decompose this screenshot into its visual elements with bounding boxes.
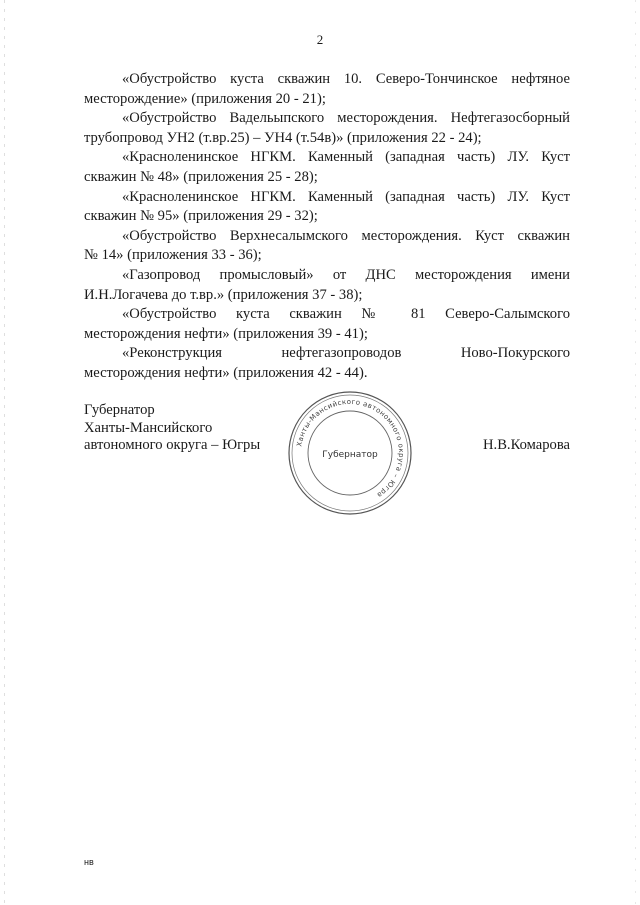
list-item bbox=[84, 148, 570, 187]
list-item-line: «Красноленинское НГКМ. Каменный (западная часть) ЛУ. Куст bbox=[122, 149, 570, 166]
list-item bbox=[84, 70, 570, 109]
signatory-title bbox=[84, 402, 260, 455]
signatory-title-line: Ханты-Мансийского bbox=[84, 419, 213, 436]
scan-edge-right bbox=[635, 0, 636, 905]
list-item-line: месторождения нефти» (приложения 42 - 44). bbox=[84, 364, 368, 381]
signatory-title-line: автономного округа – Югры bbox=[84, 437, 261, 454]
signatory-name: Н.В.Комарова bbox=[483, 437, 570, 453]
list-item bbox=[84, 266, 570, 305]
list-item-line: «Красноленинское НГКМ. Каменный (западная часть) ЛУ. Куст bbox=[122, 188, 570, 205]
document-code: нв bbox=[84, 857, 94, 867]
list-item-line: «Обустройство куста скважин № 81 Северо-Салымского bbox=[122, 306, 570, 323]
seal-ring-text: Ханты-Мансийского автономного округа – Югра bbox=[295, 397, 406, 500]
list-item bbox=[84, 227, 570, 266]
signatory-title-line: Губернатор bbox=[84, 402, 155, 418]
svg-text:Ханты-Мансийского автономного bbox=[295, 398, 405, 499]
list-item-line: скважин № 95» (приложения 29 - 32); bbox=[84, 208, 318, 225]
list-item-line: № 14» (приложения 33 - 36); bbox=[84, 247, 262, 264]
list-item-line: скважин № 48» (приложения 25 - 28); bbox=[84, 168, 318, 185]
scan-edge-left bbox=[4, 0, 5, 905]
list-item-line: трубопровод УН2 (т.вр.25) – УН4 (т.54в)» (приложения 22 - 24); bbox=[84, 129, 482, 146]
list-item bbox=[84, 344, 570, 383]
list-item-line: «Реконструкция нефтегазопроводов Ново-Покурского bbox=[122, 345, 570, 362]
list-item-line: «Обустройство Вадельыпского месторождения. Нефтегазосборный bbox=[122, 110, 570, 127]
list-item-line: «Обустройство куста скважин 10. Северо-Тончинское нефтяное bbox=[122, 71, 570, 87]
list-item-line: месторождения нефти» (приложения 39 - 41); bbox=[84, 325, 368, 342]
signature-block bbox=[84, 397, 570, 522]
page-number: 2 bbox=[316, 32, 324, 47]
official-seal bbox=[287, 390, 413, 516]
list-item-line: месторождение» (приложения 20 - 21); bbox=[84, 90, 326, 107]
document-body bbox=[84, 70, 570, 384]
list-item-line: И.Н.Логачева до т.вр.» (приложения 37 - 38); bbox=[84, 286, 363, 303]
list-item bbox=[84, 188, 570, 227]
list-item bbox=[84, 109, 570, 148]
list-item bbox=[84, 305, 570, 344]
list-item-line: «Газопровод промысловый» от ДНС месторождения имени bbox=[122, 266, 570, 283]
seal-center-text: Губернатор bbox=[322, 450, 378, 460]
list-item-line: «Обустройство Верхнесалымского месторождения. Куст скважин bbox=[122, 227, 570, 244]
